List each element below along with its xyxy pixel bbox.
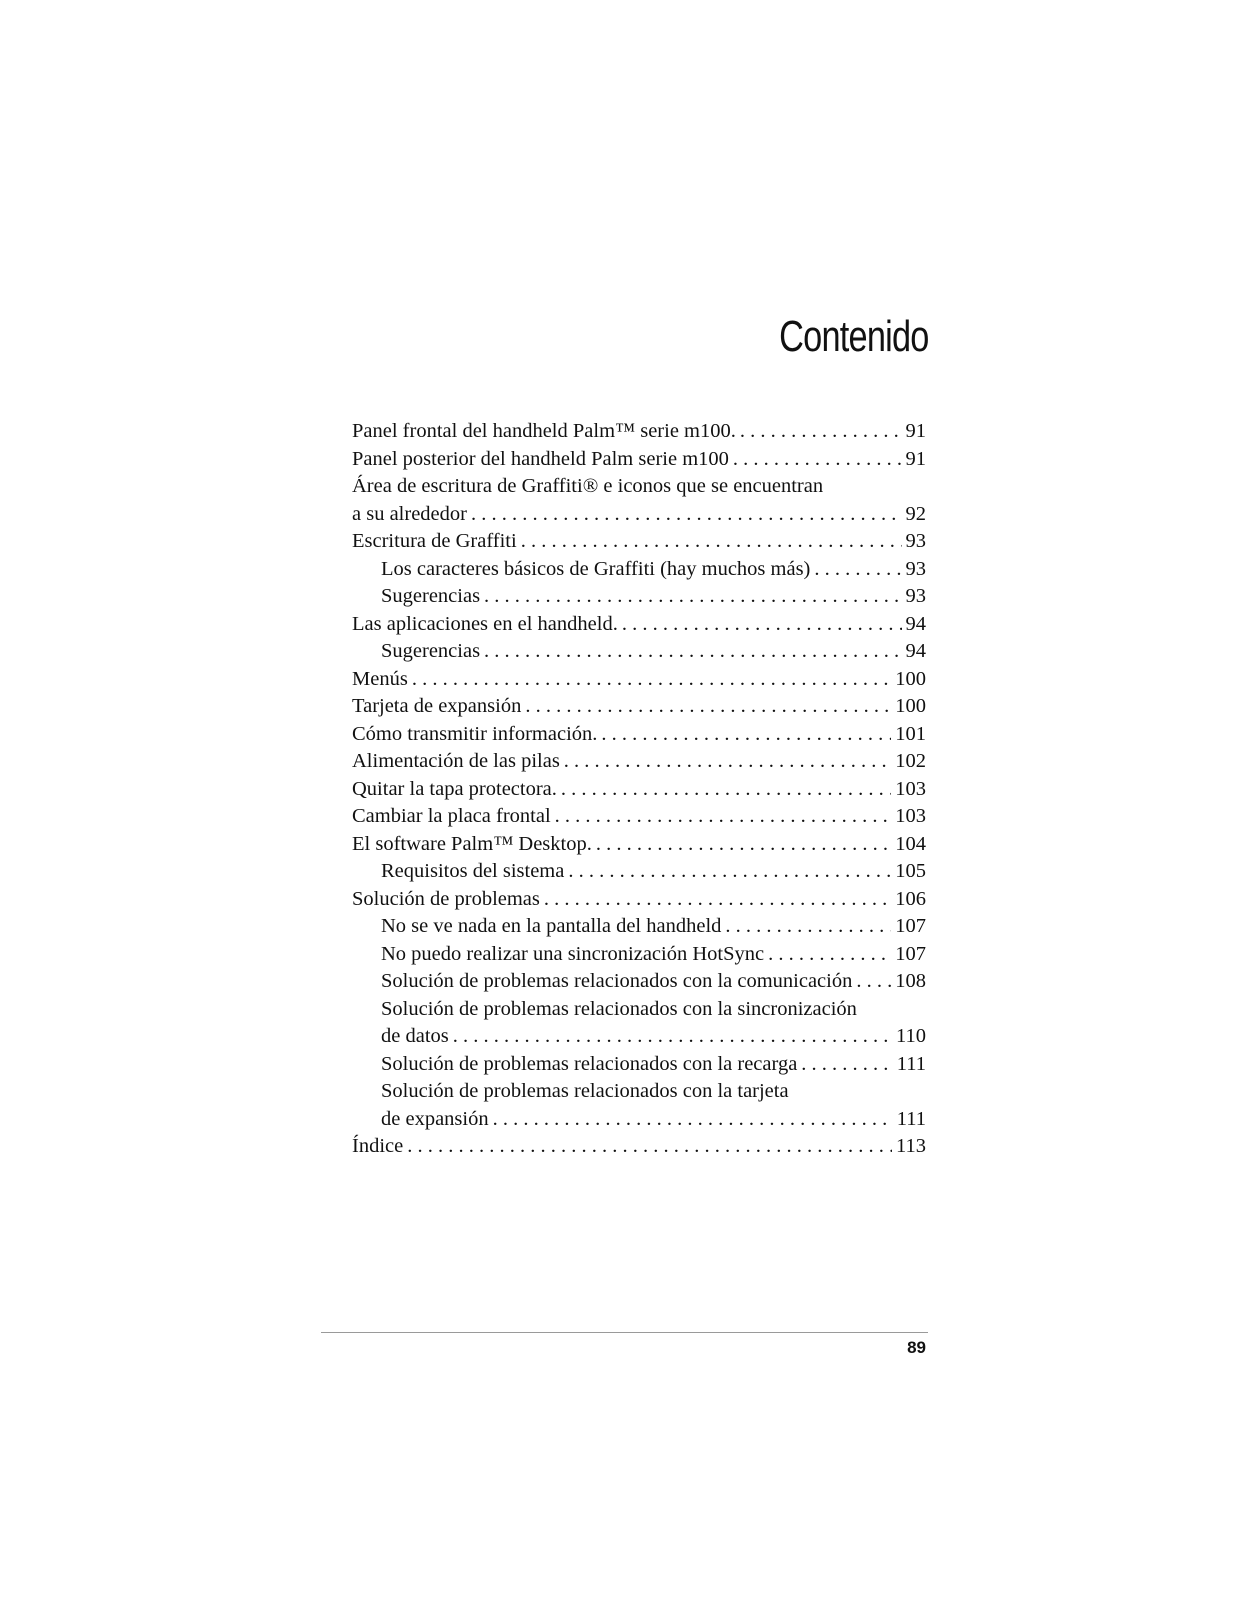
toc-entry[interactable]	[352, 1078, 926, 1133]
toc-entry-page: 91	[905, 420, 926, 442]
toc-entry[interactable]	[352, 721, 926, 749]
toc-entry-title: Las aplicaciones en el handheld.	[352, 612, 618, 635]
toc-entry[interactable]	[352, 1133, 926, 1161]
toc-entry-page: 111	[896, 1107, 926, 1130]
toc-entry-page: 106	[895, 887, 926, 910]
dot-leader	[592, 831, 891, 859]
toc-entry[interactable]	[352, 556, 926, 584]
toc-entry-title: Sugerencias	[381, 585, 481, 607]
toc-entry[interactable]	[352, 583, 926, 611]
toc-entry-title-lead: Área de escritura de Graffiti® e iconos que se encuentran	[352, 475, 824, 497]
toc-entry[interactable]	[352, 748, 926, 776]
toc-entry-page: 107	[895, 915, 926, 937]
toc-entry-page: 110	[896, 1025, 926, 1047]
toc-entry-title: Requisitos del sistema	[381, 860, 565, 882]
toc-entry[interactable]	[352, 418, 926, 446]
toc-entry-title: Panel posterior del handheld Palm serie m100	[352, 447, 729, 470]
dot-leader	[729, 446, 902, 474]
toc-entry[interactable]	[352, 446, 926, 474]
toc-entry-page: 101	[895, 722, 926, 745]
toc-entry-title: Cambiar la placa frontal	[352, 805, 551, 827]
toc-entry-page: 94	[905, 612, 926, 635]
dot-leader	[797, 1051, 892, 1079]
toc-entry-page: 108	[895, 970, 926, 992]
dot-leader	[449, 1023, 892, 1051]
table-of-contents	[352, 418, 926, 1161]
toc-entry-title: a su alrededor	[352, 502, 467, 525]
dot-leader	[540, 886, 891, 914]
dot-leader	[521, 693, 891, 721]
toc-entry-title: Alimentación de las pilas	[352, 750, 560, 772]
dot-leader	[467, 501, 902, 529]
toc-entry[interactable]	[352, 611, 926, 639]
dot-leader	[618, 611, 902, 639]
toc-entry-title: Solución de problemas relacionados con la recarga	[381, 1052, 798, 1075]
toc-entry-page: 113	[896, 1135, 926, 1157]
toc-entry[interactable]	[352, 886, 926, 914]
dot-leader	[810, 556, 901, 584]
dot-leader	[480, 638, 901, 666]
toc-entry-title: Cómo transmitir información.	[352, 722, 598, 745]
footer-divider	[321, 1332, 928, 1333]
toc-entry[interactable]	[352, 666, 926, 694]
dot-leader	[551, 803, 892, 831]
toc-entry[interactable]	[352, 968, 926, 996]
toc-entry-page: 92	[905, 502, 926, 525]
dot-leader	[721, 913, 891, 941]
toc-entry-page: 105	[895, 860, 926, 882]
toc-entry[interactable]	[352, 941, 926, 969]
dot-leader	[597, 721, 891, 749]
toc-entry-page: 104	[895, 832, 926, 855]
dot-leader	[852, 968, 891, 996]
toc-entry-title-lead: Solución de problemas relacionados con la sincronización	[381, 997, 857, 1020]
toc-entry-title: Quitar la tapa protectora.	[352, 777, 557, 800]
toc-entry-page: 102	[895, 750, 926, 772]
dot-leader	[560, 748, 891, 776]
toc-entry[interactable]	[352, 693, 926, 721]
dot-leader	[564, 858, 891, 886]
toc-entry-page: 100	[895, 667, 926, 690]
toc-entry-page: 93	[905, 530, 926, 552]
toc-entry[interactable]	[352, 831, 926, 859]
toc-entry-page: 103	[895, 777, 926, 800]
toc-entry-title: de datos	[381, 1025, 449, 1047]
toc-entry[interactable]	[352, 473, 926, 528]
toc-entry-page: 93	[905, 557, 926, 580]
toc-entry[interactable]	[352, 803, 926, 831]
toc-entry-page: 100	[895, 695, 926, 717]
toc-entry-title: Los caracteres básicos de Graffiti (hay muchos más)	[381, 557, 811, 580]
toc-entry-title: Índice	[352, 1135, 404, 1157]
toc-entry-page: 91	[905, 447, 926, 470]
toc-entry-title: de expansión	[381, 1107, 489, 1130]
dot-leader	[764, 941, 891, 969]
toc-entry-title: Tarjeta de expansión	[352, 695, 522, 717]
toc-entry-title: Panel frontal del handheld Palm™ serie m100.	[352, 420, 736, 442]
toc-entry-page: 111	[896, 1052, 926, 1075]
toc-entry[interactable]	[352, 638, 926, 666]
toc-entry-page: 93	[905, 585, 926, 607]
dot-leader	[517, 528, 902, 556]
toc-entry-page: 107	[895, 942, 926, 965]
toc-entry-title: No puedo realizar una sincronización HotSync	[381, 942, 765, 965]
dot-leader	[408, 666, 891, 694]
toc-entry-title: Solución de problemas relacionados con la comunicación	[381, 970, 853, 992]
page-number: 89	[907, 1338, 926, 1357]
dot-leader	[557, 776, 891, 804]
toc-entry[interactable]	[352, 528, 926, 556]
toc-entry-title: Escritura de Graffiti	[352, 530, 517, 552]
toc-entry-title: Solución de problemas	[352, 887, 540, 910]
dot-leader	[403, 1133, 892, 1161]
toc-entry-title: El software Palm™ Desktop.	[352, 832, 592, 855]
toc-entry-title-lead: Solución de problemas relacionados con la tarjeta	[381, 1080, 789, 1102]
page-title: Contenido	[779, 312, 929, 361]
toc-entry[interactable]	[352, 913, 926, 941]
toc-entry[interactable]	[352, 858, 926, 886]
toc-entry-title: Menús	[352, 667, 408, 690]
toc-entry[interactable]	[352, 996, 926, 1051]
toc-entry-title: Sugerencias	[381, 640, 481, 662]
toc-entry[interactable]	[352, 776, 926, 804]
toc-entry-page: 94	[905, 640, 926, 662]
dot-leader	[736, 418, 902, 446]
toc-entry-page: 103	[895, 805, 926, 827]
dot-leader	[489, 1106, 893, 1134]
toc-entry[interactable]	[352, 1051, 926, 1079]
toc-entry-title: No se ve nada en la pantalla del handheld	[381, 915, 722, 937]
dot-leader	[480, 583, 901, 611]
